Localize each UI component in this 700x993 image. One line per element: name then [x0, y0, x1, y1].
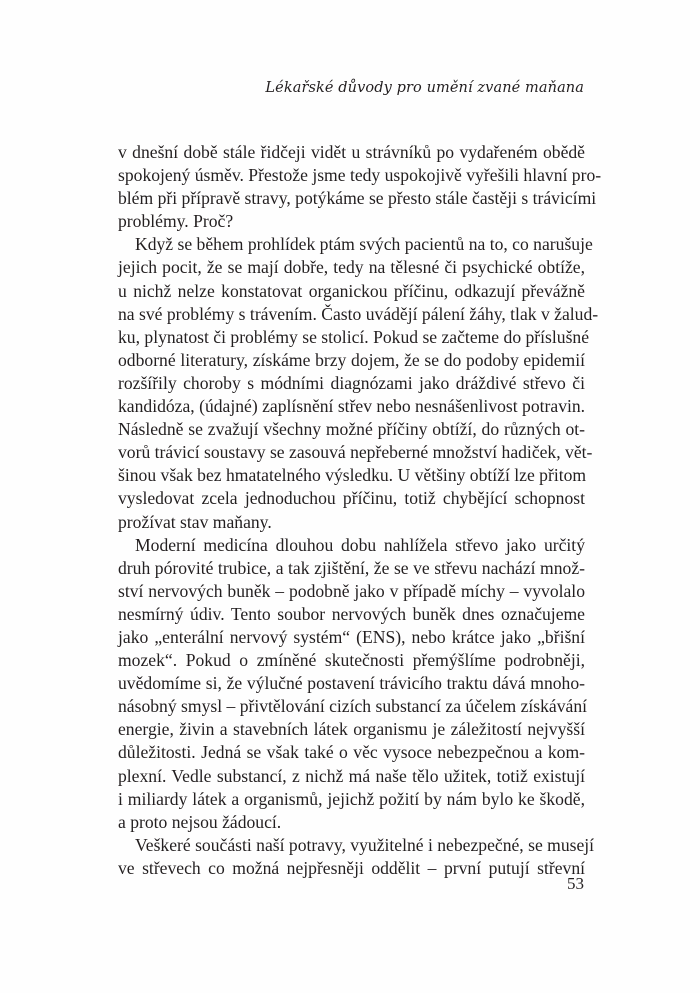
paragraph-1	[118, 141, 602, 233]
text-line: vysledovat zcela jednoduchou příčinu, totiž chybějící schopnost	[118, 488, 585, 509]
text-line: druh pórovité trubice, a tak zjištění, že se ve střevu nachází množ-	[118, 557, 585, 578]
text-line: důležitosti. Jedná se však také o věc vysoce nebezpečnou a kom-	[118, 742, 585, 763]
page-number: 53	[567, 874, 584, 893]
text-line: v dnešní době stále řidčeji vidět u strávníků po vydařeném obědě	[118, 142, 585, 162]
running-header-title: Lékařské důvody pro umění zvané maňana	[265, 80, 584, 96]
paragraph-2	[118, 233, 599, 533]
text-line: Když se během prohlídek ptám svých pacientů na to, co narušuje	[135, 234, 593, 255]
paragraph-3	[118, 534, 588, 834]
text-line: ve střevech co možná nejpřesněji oddělit – první putují střevní	[118, 857, 585, 878]
text-line: prožívat stav maňany.	[118, 511, 272, 532]
text-line: mozek“. Pokud o zmíněné skutečnosti přemýšlíme podrobněji,	[118, 650, 585, 671]
text-line: kandidóza, (údajné) zaplísnění střev nebo nesnášenlivost potravin.	[118, 396, 586, 417]
text-line: na své problémy s trávením. Často uvádějí pálení žáhy, tlak v žalud-	[118, 303, 599, 324]
text-line: jako „enterální nervový systém“ (ENS), nebo krátce jako „břišní	[118, 626, 585, 647]
text-line: rozšířily choroby s módními diagnózami jako dráždivé střevo či	[118, 372, 585, 393]
text-line: energie, živin a stavebních látek organismu je záležitostí nejvyšší	[118, 719, 585, 740]
text-line: problémy. Proč?	[118, 211, 234, 232]
text-line: spokojený úsměv. Přestože jsme tedy uspokojivě vyřešili hlavní pro-	[118, 165, 602, 186]
text-line: násobný smysl – přivtělování cizích substancí za účelem získávání	[118, 696, 588, 717]
text-line: Veškeré součásti naší potravy, využitelné i nebezpečné, se musejí	[135, 834, 595, 855]
text-line: plexní. Vedle substancí, z nichž má naše tělo užitek, totiž existují	[118, 765, 585, 786]
text-line: ku, plynatost či problémy se stolicí. Pokud se začteme do příslušné	[118, 326, 590, 347]
text-line: vorů trávicí soustavy se zasouvá nepřeberné množství hadiček, vět-	[118, 442, 593, 463]
text-line: blém při přípravě stravy, potýkáme se přesto stále častěji s trávicími	[118, 188, 597, 209]
body-text	[118, 141, 602, 880]
text-line: uvědomíme si, že výlučné postavení trávicího traktu dává mnoho-	[118, 673, 585, 694]
text-line: ství nervových buněk – podobně jako v případě míchy – vyvolalo	[118, 580, 585, 601]
text-line: Moderní medicína dlouhou dobu nahlížela střevo jako určitý	[135, 534, 585, 555]
paragraph-4	[118, 834, 595, 880]
text-line: Následně se zvažují všechny možné příčiny obtíží, do různých ot-	[118, 419, 585, 440]
text-line: nesmírný údiv. Tento soubor nervových buněk dnes označujeme	[118, 603, 585, 624]
text-line: a proto nejsou žádoucí.	[118, 811, 282, 832]
text-line: i miliardy látek a organismů, jejichž požití by nám bylo ke škodě,	[118, 788, 585, 809]
text-line: odborné literatury, získáme brzy dojem, že se do podoby epidemií	[118, 349, 585, 370]
text-line: u nichž nelze konstatovat organickou příčinu, odkazují převážně	[118, 280, 585, 301]
text-line: šinou však bez hmatatelného výsledku. U většiny obtíží lze přitom	[118, 465, 587, 486]
text-line: jejich pocit, že se mají dobře, tedy na tělesné či psychické obtíže,	[118, 257, 585, 278]
